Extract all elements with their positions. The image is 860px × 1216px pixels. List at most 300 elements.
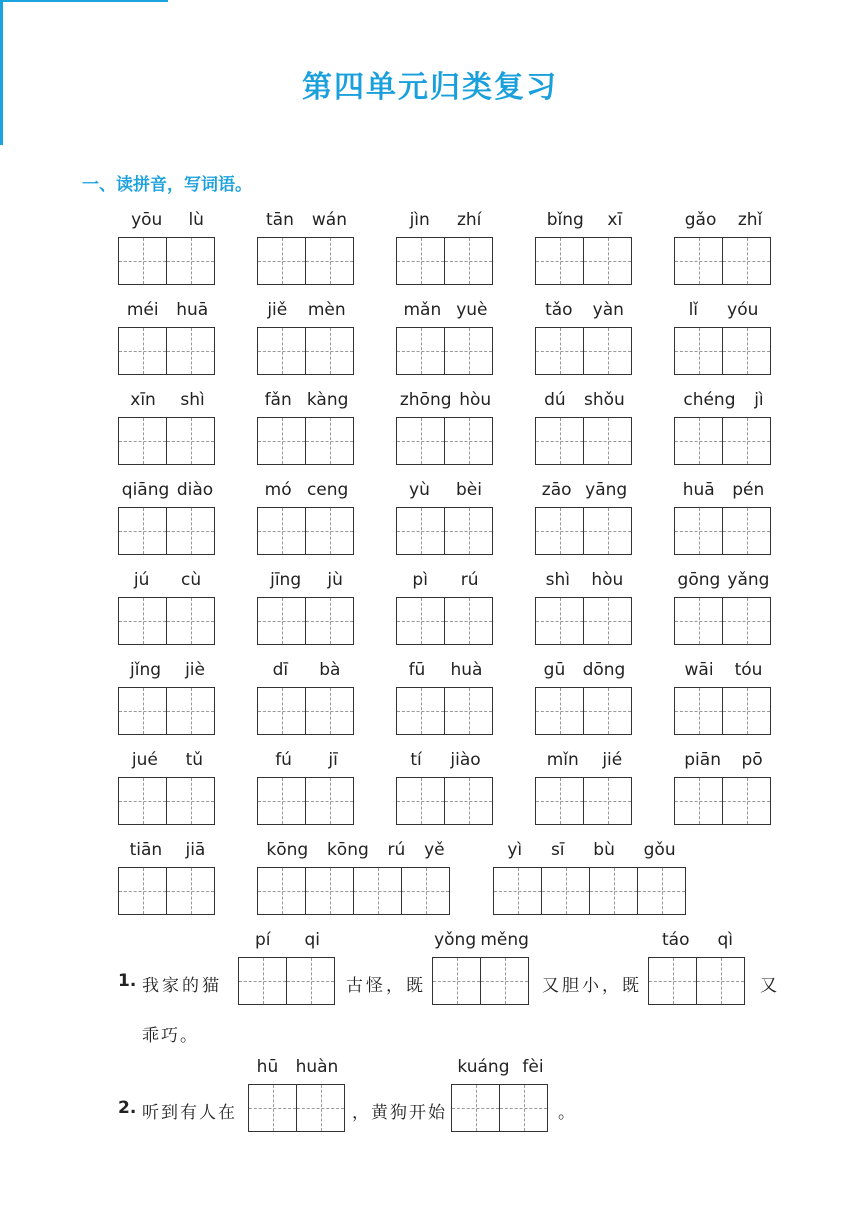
writing-boxes[interactable] <box>257 507 357 555</box>
writing-boxes[interactable] <box>257 687 357 735</box>
word-item <box>257 293 357 383</box>
pinyin-syllable: qì <box>717 930 733 950</box>
writing-cell[interactable] <box>583 507 632 555</box>
pinyin-syllable: lù <box>188 210 204 230</box>
answer-box[interactable] <box>238 923 337 1005</box>
pinyin <box>674 203 773 237</box>
writing-cell[interactable] <box>674 597 723 645</box>
writing-cell[interactable] <box>480 957 529 1005</box>
pinyin-syllable: mó <box>264 480 292 500</box>
pinyin-syllable: tǔ <box>185 750 204 770</box>
pinyin-syllable: jī <box>328 750 338 770</box>
writing-boxes[interactable] <box>674 507 774 555</box>
writing-cell[interactable] <box>648 957 697 1005</box>
writing-boxes[interactable] <box>257 777 357 825</box>
writing-cell[interactable] <box>696 957 745 1005</box>
pinyin-syllable: shǒu <box>584 390 625 410</box>
pinyin-syllable: yù <box>409 480 430 500</box>
pinyin <box>535 293 634 327</box>
writing-cell[interactable] <box>583 687 632 735</box>
writing-boxes[interactable] <box>535 237 635 285</box>
writing-boxes[interactable] <box>535 327 635 375</box>
writing-boxes[interactable] <box>257 867 454 915</box>
pinyin <box>535 473 634 507</box>
word-item <box>396 563 496 653</box>
writing-cell[interactable] <box>238 957 287 1005</box>
pinyin-syllable: tóu <box>734 660 763 680</box>
writing-cell[interactable] <box>535 597 584 645</box>
pinyin <box>396 743 495 777</box>
pinyin-syllable: zhōng <box>399 390 452 410</box>
word-item <box>396 293 496 383</box>
writing-cell[interactable] <box>444 507 493 555</box>
pinyin-syllable: yuè <box>456 300 488 320</box>
writing-cell[interactable] <box>166 327 215 375</box>
writing-cell[interactable] <box>444 597 493 645</box>
pinyin <box>238 923 337 957</box>
pinyin-syllable: wāi <box>684 660 714 680</box>
writing-cell[interactable] <box>166 507 215 555</box>
writing-boxes[interactable] <box>118 327 218 375</box>
writing-boxes[interactable] <box>257 327 357 375</box>
word-item <box>674 203 774 293</box>
word-item <box>118 203 218 293</box>
writing-cell[interactable] <box>493 867 542 915</box>
pinyin <box>257 653 356 687</box>
pinyin-syllable: ceng <box>306 480 349 500</box>
writing-boxes[interactable] <box>535 597 635 645</box>
pinyin-syllable: qiāng <box>121 480 170 500</box>
pinyin-syllable: jīng <box>270 570 302 590</box>
writing-cell[interactable] <box>722 507 771 555</box>
writing-cell[interactable] <box>118 777 167 825</box>
pinyin <box>535 743 634 777</box>
pinyin <box>396 383 495 417</box>
pinyin-syllable: zāo <box>541 480 572 500</box>
writing-boxes[interactable] <box>396 777 496 825</box>
pinyin-syllable: tiān <box>129 840 163 860</box>
writing-cell[interactable] <box>118 687 167 735</box>
pinyin-syllable: rú <box>460 570 479 590</box>
writing-cell[interactable] <box>535 327 584 375</box>
writing-cell[interactable] <box>722 237 771 285</box>
pinyin-syllable: měng <box>480 930 529 950</box>
pinyin <box>535 653 634 687</box>
writing-boxes[interactable] <box>493 867 690 915</box>
pinyin <box>248 1050 347 1084</box>
page-title: 第四单元归类复习 <box>302 70 558 105</box>
pinyin-syllable: yě <box>424 840 445 860</box>
pinyin <box>118 473 217 507</box>
word-item <box>257 743 357 833</box>
writing-cell[interactable] <box>257 687 306 735</box>
writing-boxes[interactable] <box>257 237 357 285</box>
pinyin-syllable: shì <box>545 570 571 590</box>
writing-cell[interactable] <box>583 777 632 825</box>
writing-cell[interactable] <box>583 417 632 465</box>
pinyin-syllable: kàng <box>306 390 349 410</box>
word-item <box>396 383 496 473</box>
pinyin <box>118 383 217 417</box>
pinyin <box>257 293 356 327</box>
writing-cell[interactable] <box>257 327 306 375</box>
pinyin <box>451 1050 550 1084</box>
writing-boxes[interactable] <box>118 237 218 285</box>
writing-cell[interactable] <box>637 867 686 915</box>
writing-cell[interactable] <box>396 417 445 465</box>
word-item <box>396 203 496 293</box>
writing-cell[interactable] <box>118 597 167 645</box>
writing-cell[interactable] <box>722 327 771 375</box>
pinyin-syllable: jié <box>602 750 623 770</box>
writing-cell[interactable] <box>248 1084 297 1132</box>
pinyin-syllable: mèn <box>307 300 346 320</box>
pinyin <box>257 563 356 597</box>
writing-cell[interactable] <box>118 417 167 465</box>
pinyin-syllable: dōng <box>582 660 626 680</box>
pinyin-syllable: jù <box>327 570 343 590</box>
pinyin <box>257 833 454 867</box>
writing-cell[interactable] <box>305 327 354 375</box>
pinyin-syllable: jú <box>133 570 150 590</box>
writing-boxes[interactable] <box>535 417 635 465</box>
pinyin <box>118 563 217 597</box>
writing-boxes[interactable] <box>648 957 747 1005</box>
writing-cell[interactable] <box>674 777 723 825</box>
writing-cell[interactable] <box>353 867 402 915</box>
word-item <box>674 383 774 473</box>
sentence-text: 古怪，既 <box>346 976 426 996</box>
word-item <box>535 293 635 383</box>
word-item <box>674 653 774 743</box>
writing-boxes[interactable] <box>238 957 337 1005</box>
pinyin-syllable: mǐn <box>546 750 579 770</box>
writing-cell[interactable] <box>396 237 445 285</box>
sentence-text: 又胆小，既 <box>542 976 642 996</box>
sentence-number: 1. <box>118 971 137 991</box>
writing-cell[interactable] <box>118 327 167 375</box>
answer-box[interactable] <box>248 1050 347 1132</box>
pinyin <box>118 293 217 327</box>
writing-cell[interactable] <box>305 687 354 735</box>
pinyin-syllable: wán <box>311 210 347 230</box>
writing-cell[interactable] <box>674 687 723 735</box>
pinyin-syllable: jiě <box>267 300 288 320</box>
writing-boxes[interactable] <box>535 507 635 555</box>
pinyin-syllable: chéng <box>683 390 736 410</box>
word-item <box>257 203 357 293</box>
pinyin <box>118 743 217 777</box>
pinyin-syllable: qi <box>304 930 320 950</box>
word-item <box>118 383 218 473</box>
writing-boxes[interactable] <box>396 417 496 465</box>
pinyin-syllable: dī <box>272 660 289 680</box>
writing-boxes[interactable] <box>396 237 496 285</box>
writing-cell[interactable] <box>583 597 632 645</box>
section-heading: 一、读拼音，写词语。 <box>82 175 252 195</box>
pinyin <box>674 383 773 417</box>
writing-boxes[interactable] <box>118 507 218 555</box>
pinyin-syllable: bǐng <box>546 210 584 230</box>
pinyin <box>118 203 217 237</box>
answer-box[interactable] <box>432 923 531 1005</box>
pinyin-syllable: fú <box>275 750 292 770</box>
writing-cell[interactable] <box>305 507 354 555</box>
word-item <box>674 293 774 383</box>
pinyin-syllable: gǒu <box>643 840 676 860</box>
writing-boxes[interactable] <box>118 417 218 465</box>
writing-boxes[interactable] <box>535 687 635 735</box>
word-item <box>674 563 774 653</box>
writing-boxes[interactable] <box>118 687 218 735</box>
writing-boxes[interactable] <box>396 507 496 555</box>
pinyin-syllable: táo <box>662 930 690 950</box>
writing-cell[interactable] <box>583 237 632 285</box>
writing-boxes[interactable] <box>396 597 496 645</box>
word-item <box>118 563 218 653</box>
writing-cell[interactable] <box>722 687 771 735</box>
pinyin-syllable: gū <box>543 660 566 680</box>
pinyin-syllable: fèi <box>522 1057 544 1077</box>
pinyin <box>118 833 217 867</box>
pinyin <box>535 563 634 597</box>
writing-cell[interactable] <box>535 777 584 825</box>
writing-cell[interactable] <box>722 597 771 645</box>
word-item <box>535 653 635 743</box>
writing-cell[interactable] <box>444 327 493 375</box>
pinyin-syllable: piān <box>684 750 721 770</box>
pinyin-syllable: sī <box>550 840 565 860</box>
writing-cell[interactable] <box>432 957 481 1005</box>
pinyin-syllable: jiè <box>185 660 205 680</box>
writing-cell[interactable] <box>396 327 445 375</box>
word-item <box>118 833 217 915</box>
word-item <box>118 293 218 383</box>
pinyin-syllable: bù <box>593 840 615 860</box>
writing-boxes[interactable] <box>674 597 774 645</box>
writing-cell[interactable] <box>444 777 493 825</box>
pinyin-syllable: xīn <box>130 390 156 410</box>
writing-cell[interactable] <box>396 507 445 555</box>
pinyin-syllable: yǒng <box>434 930 477 950</box>
word-item <box>118 743 218 833</box>
sentence-text: ，黄狗开始 <box>352 1103 447 1123</box>
writing-cell[interactable] <box>257 507 306 555</box>
answer-box[interactable] <box>451 1050 550 1132</box>
word-item <box>674 473 774 563</box>
writing-cell[interactable] <box>257 597 306 645</box>
pinyin <box>396 203 495 237</box>
writing-cell[interactable] <box>166 417 215 465</box>
pinyin-syllable: fū <box>408 660 426 680</box>
writing-cell[interactable] <box>286 957 335 1005</box>
word-item <box>396 473 496 563</box>
pinyin-syllable: kuáng <box>457 1057 510 1077</box>
pinyin-syllable: yǎng <box>727 570 770 590</box>
pinyin <box>432 923 531 957</box>
pinyin-syllable: kōng <box>326 840 369 860</box>
writing-cell[interactable] <box>583 327 632 375</box>
writing-cell[interactable] <box>257 867 306 915</box>
writing-cell[interactable] <box>589 867 638 915</box>
writing-cell[interactable] <box>674 507 723 555</box>
word-item <box>257 383 357 473</box>
pinyin-syllable: huā <box>682 480 715 500</box>
writing-cell[interactable] <box>535 417 584 465</box>
pinyin-syllable: yàn <box>592 300 624 320</box>
word-item <box>535 383 635 473</box>
pinyin-syllable: mǎn <box>403 300 442 320</box>
pinyin <box>674 743 773 777</box>
writing-cell[interactable] <box>296 1084 345 1132</box>
writing-boxes[interactable] <box>451 1084 550 1132</box>
writing-cell[interactable] <box>166 777 215 825</box>
page-edge-top-line <box>0 0 168 2</box>
writing-boxes[interactable] <box>257 597 357 645</box>
writing-boxes[interactable] <box>674 777 774 825</box>
writing-cell[interactable] <box>674 237 723 285</box>
writing-cell[interactable] <box>305 597 354 645</box>
writing-cell[interactable] <box>396 687 445 735</box>
writing-boxes[interactable] <box>674 417 774 465</box>
writing-boxes[interactable] <box>118 597 218 645</box>
pinyin-syllable: jì <box>754 390 764 410</box>
word-item <box>257 653 357 743</box>
word-item <box>257 473 357 563</box>
pinyin-syllable: bèi <box>455 480 482 500</box>
sentence-text: 听到有人在 <box>142 1103 237 1123</box>
pinyin <box>257 743 356 777</box>
pinyin-syllable: jiā <box>185 840 206 860</box>
writing-cell[interactable] <box>166 867 215 915</box>
writing-boxes[interactable] <box>396 687 496 735</box>
pinyin <box>493 833 690 867</box>
pinyin-syllable: jué <box>131 750 158 770</box>
word-item <box>118 653 218 743</box>
pinyin-syllable: yōu <box>131 210 163 230</box>
writing-boxes[interactable] <box>674 237 774 285</box>
writing-cell[interactable] <box>444 687 493 735</box>
writing-cell[interactable] <box>451 1084 500 1132</box>
writing-cell[interactable] <box>396 777 445 825</box>
pinyin-syllable: zhǐ <box>737 210 763 230</box>
sentence-text: 。 <box>558 1103 575 1123</box>
pinyin <box>396 473 495 507</box>
pinyin-syllable: tí <box>410 750 422 770</box>
pinyin-syllable: bà <box>319 660 341 680</box>
word-item <box>396 743 496 833</box>
writing-boxes[interactable] <box>674 687 774 735</box>
pinyin-syllable: dú <box>544 390 566 410</box>
pinyin-syllable: yì <box>507 840 523 860</box>
writing-cell[interactable] <box>118 867 167 915</box>
writing-cell[interactable] <box>257 417 306 465</box>
writing-boxes[interactable] <box>257 417 357 465</box>
pinyin-syllable: tǎo <box>545 300 573 320</box>
writing-cell[interactable] <box>166 597 215 645</box>
pinyin-syllable: huàn <box>295 1057 339 1077</box>
pinyin-syllable: shì <box>180 390 205 410</box>
writing-cell[interactable] <box>118 237 167 285</box>
word-item <box>535 203 635 293</box>
writing-cell[interactable] <box>444 417 493 465</box>
writing-cell[interactable] <box>535 237 584 285</box>
idiom-item <box>493 833 690 915</box>
writing-cell[interactable] <box>257 237 306 285</box>
writing-cell[interactable] <box>535 687 584 735</box>
pinyin-syllable: méi <box>126 300 159 320</box>
writing-cell[interactable] <box>118 507 167 555</box>
pinyin <box>674 653 773 687</box>
pinyin-syllable: zhí <box>456 210 482 230</box>
writing-boxes[interactable] <box>396 327 496 375</box>
sentence-text: 又 <box>760 976 777 996</box>
writing-boxes[interactable] <box>118 777 218 825</box>
answer-box[interactable] <box>648 923 747 1005</box>
writing-boxes[interactable] <box>674 327 774 375</box>
writing-cell[interactable] <box>305 777 354 825</box>
pinyin <box>396 653 495 687</box>
pinyin <box>674 563 773 597</box>
writing-boxes[interactable] <box>432 957 531 1005</box>
writing-cell[interactable] <box>541 867 590 915</box>
word-item <box>118 473 218 563</box>
pinyin-syllable: pén <box>732 480 765 500</box>
writing-cell[interactable] <box>535 507 584 555</box>
writing-boxes[interactable] <box>535 777 635 825</box>
pinyin-syllable: yóu <box>727 300 759 320</box>
writing-cell[interactable] <box>444 237 493 285</box>
writing-cell[interactable] <box>166 237 215 285</box>
word-item <box>257 563 357 653</box>
pinyin-syllable: pì <box>412 570 428 590</box>
pinyin-syllable: tān <box>266 210 294 230</box>
writing-cell[interactable] <box>305 417 354 465</box>
pinyin-syllable: hū <box>256 1057 279 1077</box>
pinyin-syllable: jìn <box>409 210 430 230</box>
pinyin-syllable: hòu <box>591 570 624 590</box>
pinyin-syllable: diào <box>176 480 214 500</box>
writing-cell[interactable] <box>305 867 354 915</box>
pinyin-syllable: gǎo <box>684 210 717 230</box>
pinyin <box>674 293 773 327</box>
pinyin-syllable: xī <box>607 210 623 230</box>
pinyin <box>648 923 747 957</box>
writing-cell[interactable] <box>674 327 723 375</box>
writing-cell[interactable] <box>305 237 354 285</box>
writing-cell[interactable] <box>722 777 771 825</box>
word-item <box>674 743 774 833</box>
pinyin-syllable: kōng <box>266 840 309 860</box>
writing-cell[interactable] <box>499 1084 548 1132</box>
pinyin-syllable: huà <box>450 660 483 680</box>
writing-boxes[interactable] <box>248 1084 347 1132</box>
pinyin-syllable: jiào <box>450 750 481 770</box>
pinyin-syllable: gōng <box>677 570 721 590</box>
writing-cell[interactable] <box>166 687 215 735</box>
writing-cell[interactable] <box>257 777 306 825</box>
writing-boxes[interactable] <box>118 867 217 915</box>
pinyin-syllable: cù <box>181 570 202 590</box>
writing-cell[interactable] <box>401 867 450 915</box>
pinyin-syllable: rú <box>387 840 406 860</box>
writing-cell[interactable] <box>722 417 771 465</box>
pinyin <box>674 473 773 507</box>
writing-cell[interactable] <box>396 597 445 645</box>
writing-cell[interactable] <box>674 417 723 465</box>
pinyin <box>535 203 634 237</box>
pinyin <box>257 383 356 417</box>
